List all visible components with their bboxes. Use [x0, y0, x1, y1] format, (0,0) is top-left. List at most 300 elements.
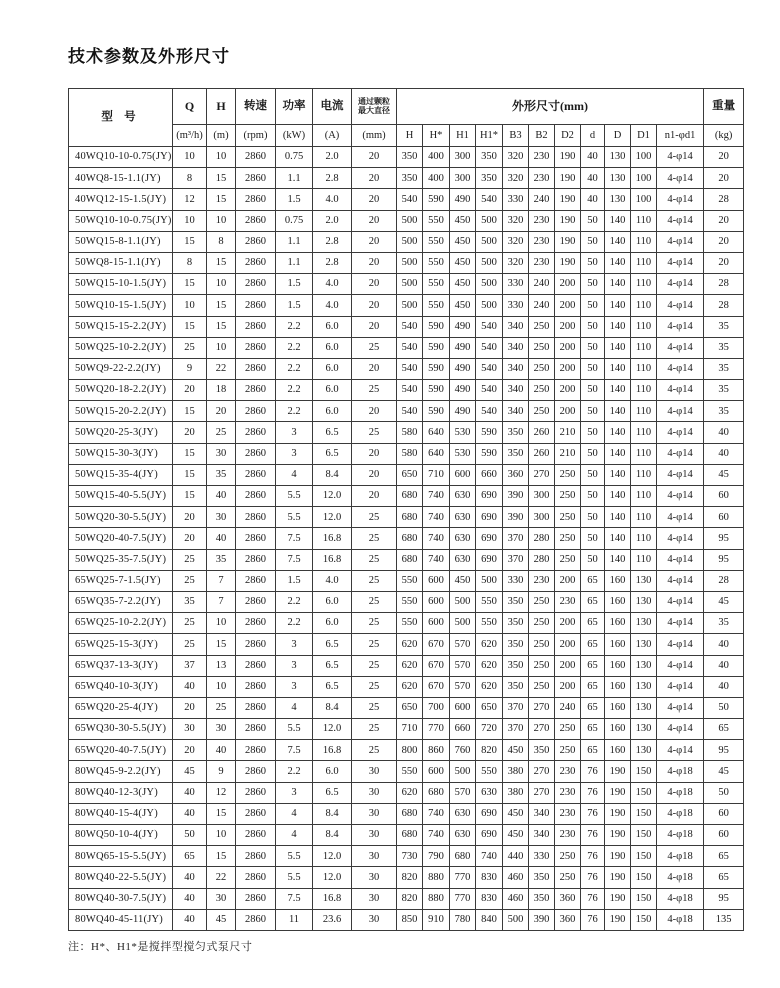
value-cell: 690 — [476, 549, 503, 570]
value-cell: 350 — [529, 867, 555, 888]
value-cell: 260 — [529, 422, 555, 443]
value-cell: 95 — [704, 888, 744, 909]
col-header-dimensions: 外形尺寸(mm) — [397, 89, 704, 125]
value-cell: 350 — [503, 634, 529, 655]
value-cell: 110 — [631, 422, 657, 443]
value-cell: 4-φ18 — [657, 867, 704, 888]
value-cell: 330 — [529, 846, 555, 867]
dim-col-Hstar: H* — [423, 125, 450, 147]
value-cell: 250 — [555, 464, 581, 485]
value-cell: 50 — [581, 486, 605, 507]
value-cell: 2.2 — [276, 613, 313, 634]
value-cell: 10 — [207, 613, 236, 634]
value-cell: 340 — [503, 401, 529, 422]
value-cell: 2860 — [236, 803, 276, 824]
value-cell: 580 — [397, 422, 423, 443]
value-cell: 15 — [173, 274, 207, 295]
value-cell: 450 — [450, 274, 476, 295]
value-cell: 20 — [704, 168, 744, 189]
value-cell: 2860 — [236, 655, 276, 676]
value-cell: 100 — [631, 147, 657, 168]
value-cell: 40 — [207, 486, 236, 507]
value-cell: 500 — [476, 295, 503, 316]
value-cell: 250 — [529, 676, 555, 697]
value-cell: 630 — [450, 486, 476, 507]
value-cell: 7 — [207, 591, 236, 612]
value-cell: 2860 — [236, 591, 276, 612]
value-cell: 50 — [581, 422, 605, 443]
value-cell: 620 — [397, 655, 423, 676]
value-cell: 37 — [173, 655, 207, 676]
value-cell: 65 — [704, 846, 744, 867]
value-cell: 6.5 — [313, 782, 352, 803]
model-cell: 80WQ45-9-2.2(JY) — [69, 761, 173, 782]
value-cell: 2860 — [236, 252, 276, 273]
value-cell: 6.0 — [313, 358, 352, 379]
value-cell: 230 — [529, 147, 555, 168]
value-cell: 710 — [397, 719, 423, 740]
table-row — [69, 295, 744, 316]
value-cell: 110 — [631, 337, 657, 358]
value-cell: 25 — [173, 570, 207, 591]
dim-col-D: D — [605, 125, 631, 147]
value-cell: 240 — [529, 274, 555, 295]
model-cell: 50WQ15-40-5.5(JY) — [69, 486, 173, 507]
value-cell: 500 — [476, 274, 503, 295]
value-cell: 4-φ14 — [657, 486, 704, 507]
value-cell: 350 — [503, 676, 529, 697]
value-cell: 2.2 — [276, 316, 313, 337]
value-cell: 65 — [581, 697, 605, 718]
value-cell: 6.0 — [313, 337, 352, 358]
value-cell: 9 — [173, 358, 207, 379]
value-cell: 230 — [555, 591, 581, 612]
value-cell: 640 — [423, 422, 450, 443]
value-cell: 540 — [476, 358, 503, 379]
value-cell: 2860 — [236, 676, 276, 697]
model-cell: 65WQ20-40-7.5(JY) — [69, 740, 173, 761]
value-cell: 300 — [529, 486, 555, 507]
value-cell: 15 — [173, 443, 207, 464]
value-cell: 440 — [503, 846, 529, 867]
value-cell: 350 — [397, 168, 423, 189]
value-cell: 65 — [581, 634, 605, 655]
value-cell: 650 — [476, 697, 503, 718]
col-header-particle — [352, 89, 397, 125]
value-cell: 20 — [352, 358, 397, 379]
value-cell: 50 — [704, 782, 744, 803]
value-cell: 45 — [704, 591, 744, 612]
value-cell: 25 — [352, 591, 397, 612]
value-cell: 2.2 — [276, 761, 313, 782]
table-row — [69, 337, 744, 358]
value-cell: 6.0 — [313, 380, 352, 401]
value-cell: 4-φ14 — [657, 697, 704, 718]
table-row — [69, 591, 744, 612]
value-cell: 150 — [631, 825, 657, 846]
value-cell: 15 — [207, 846, 236, 867]
value-cell: 4-φ14 — [657, 591, 704, 612]
value-cell: 320 — [503, 231, 529, 252]
value-cell: 4-φ18 — [657, 909, 704, 930]
value-cell: 590 — [476, 422, 503, 443]
model-cell: 50WQ10-10-0.75(JY) — [69, 210, 173, 231]
value-cell: 2860 — [236, 634, 276, 655]
value-cell: 360 — [555, 888, 581, 909]
value-cell: 910 — [423, 909, 450, 930]
value-cell: 2860 — [236, 549, 276, 570]
value-cell: 50 — [581, 549, 605, 570]
value-cell: 23.6 — [313, 909, 352, 930]
value-cell: 130 — [605, 189, 631, 210]
value-cell: 76 — [581, 825, 605, 846]
value-cell: 40 — [173, 909, 207, 930]
value-cell: 65 — [581, 591, 605, 612]
value-cell: 16.8 — [313, 740, 352, 761]
value-cell: 1.1 — [276, 252, 313, 273]
value-cell: 2.0 — [313, 210, 352, 231]
value-cell: 50 — [581, 231, 605, 252]
value-cell: 190 — [555, 147, 581, 168]
value-cell: 15 — [173, 464, 207, 485]
value-cell: 110 — [631, 295, 657, 316]
value-cell: 580 — [397, 443, 423, 464]
table-row — [69, 486, 744, 507]
value-cell: 65 — [704, 867, 744, 888]
value-cell: 4-φ14 — [657, 316, 704, 337]
value-cell: 60 — [704, 486, 744, 507]
value-cell: 130 — [631, 740, 657, 761]
value-cell: 45 — [704, 464, 744, 485]
value-cell: 190 — [555, 189, 581, 210]
value-cell: 800 — [397, 740, 423, 761]
value-cell: 2.2 — [276, 380, 313, 401]
value-cell: 240 — [529, 189, 555, 210]
value-cell: 11 — [276, 909, 313, 930]
value-cell: 550 — [423, 295, 450, 316]
value-cell: 500 — [397, 295, 423, 316]
value-cell: 10 — [207, 337, 236, 358]
table-row — [69, 422, 744, 443]
value-cell: 190 — [555, 252, 581, 273]
value-cell: 110 — [631, 358, 657, 379]
value-cell: 20 — [352, 189, 397, 210]
value-cell: 50 — [581, 464, 605, 485]
value-cell: 25 — [352, 676, 397, 697]
value-cell: 130 — [631, 634, 657, 655]
value-cell: 570 — [450, 676, 476, 697]
value-cell: 500 — [450, 613, 476, 634]
value-cell: 1.5 — [276, 570, 313, 591]
value-cell: 2.8 — [313, 168, 352, 189]
value-cell: 2.0 — [313, 147, 352, 168]
value-cell: 2860 — [236, 168, 276, 189]
value-cell: 6.0 — [313, 591, 352, 612]
value-cell: 150 — [631, 782, 657, 803]
col-header-q: Q — [173, 89, 207, 125]
value-cell: 4.0 — [313, 189, 352, 210]
value-cell: 140 — [605, 274, 631, 295]
value-cell: 540 — [476, 401, 503, 422]
value-cell: 20 — [173, 528, 207, 549]
value-cell: 270 — [529, 761, 555, 782]
value-cell: 30 — [207, 888, 236, 909]
value-cell: 230 — [555, 803, 581, 824]
value-cell: 620 — [476, 655, 503, 676]
value-cell: 250 — [529, 401, 555, 422]
value-cell: 150 — [631, 888, 657, 909]
value-cell: 590 — [423, 358, 450, 379]
value-cell: 4-φ18 — [657, 825, 704, 846]
model-cell: 80WQ40-30-7.5(JY) — [69, 888, 173, 909]
value-cell: 4 — [276, 697, 313, 718]
value-cell: 2860 — [236, 401, 276, 422]
value-cell: 730 — [397, 846, 423, 867]
value-cell: 28 — [704, 295, 744, 316]
value-cell: 650 — [397, 464, 423, 485]
value-cell: 680 — [397, 507, 423, 528]
value-cell: 190 — [555, 231, 581, 252]
footnote: 注：H*、H1*是搅拌型搅匀式泵尺寸 — [68, 940, 253, 953]
table-row — [69, 846, 744, 867]
value-cell: 4-φ18 — [657, 803, 704, 824]
value-cell: 590 — [423, 189, 450, 210]
model-cell: 50WQ20-25-3(JY) — [69, 422, 173, 443]
value-cell: 140 — [605, 464, 631, 485]
value-cell: 40 — [581, 168, 605, 189]
value-cell: 8.4 — [313, 803, 352, 824]
value-cell: 8 — [207, 231, 236, 252]
value-cell: 30 — [352, 867, 397, 888]
value-cell: 10 — [207, 825, 236, 846]
value-cell: 250 — [529, 358, 555, 379]
value-cell: 190 — [555, 168, 581, 189]
value-cell: 50 — [173, 825, 207, 846]
value-cell: 45 — [704, 761, 744, 782]
value-cell: 190 — [605, 846, 631, 867]
value-cell: 65 — [581, 676, 605, 697]
value-cell: 650 — [397, 697, 423, 718]
value-cell: 4-φ14 — [657, 295, 704, 316]
table-row — [69, 210, 744, 231]
value-cell: 76 — [581, 846, 605, 867]
value-cell: 340 — [503, 380, 529, 401]
value-cell: 130 — [631, 676, 657, 697]
value-cell: 50 — [581, 528, 605, 549]
value-cell: 850 — [397, 909, 423, 930]
particle-label-line2: 最大直径 — [358, 105, 390, 115]
value-cell: 450 — [450, 570, 476, 591]
value-cell: 370 — [503, 549, 529, 570]
value-cell: 100 — [631, 168, 657, 189]
value-cell: 770 — [450, 867, 476, 888]
value-cell: 40 — [704, 655, 744, 676]
value-cell: 35 — [173, 591, 207, 612]
value-cell: 680 — [397, 825, 423, 846]
value-cell: 350 — [476, 147, 503, 168]
value-cell: 380 — [503, 782, 529, 803]
value-cell: 20 — [352, 443, 397, 464]
value-cell: 35 — [704, 613, 744, 634]
value-cell: 30 — [352, 888, 397, 909]
value-cell: 250 — [555, 549, 581, 570]
value-cell: 250 — [555, 740, 581, 761]
value-cell: 700 — [423, 697, 450, 718]
value-cell: 250 — [555, 528, 581, 549]
value-cell: 720 — [476, 719, 503, 740]
value-cell: 550 — [397, 613, 423, 634]
table-row — [69, 252, 744, 273]
dim-col-D1: D1 — [631, 125, 657, 147]
value-cell: 540 — [476, 337, 503, 358]
value-cell: 110 — [631, 252, 657, 273]
value-cell: 2860 — [236, 486, 276, 507]
value-cell: 12.0 — [313, 507, 352, 528]
value-cell: 210 — [555, 443, 581, 464]
value-cell: 76 — [581, 803, 605, 824]
value-cell: 190 — [605, 761, 631, 782]
value-cell: 110 — [631, 210, 657, 231]
page-title: 技术参数及外形尺寸 — [68, 47, 230, 66]
value-cell: 550 — [397, 761, 423, 782]
value-cell: 2860 — [236, 782, 276, 803]
value-cell: 8.4 — [313, 825, 352, 846]
value-cell: 390 — [503, 507, 529, 528]
value-cell: 450 — [450, 252, 476, 273]
value-cell: 12.0 — [313, 486, 352, 507]
value-cell: 2860 — [236, 528, 276, 549]
value-cell: 270 — [529, 719, 555, 740]
value-cell: 12.0 — [313, 846, 352, 867]
value-cell: 200 — [555, 655, 581, 676]
value-cell: 40 — [704, 676, 744, 697]
value-cell: 110 — [631, 507, 657, 528]
model-cell: 40WQ12-15-1.5(JY) — [69, 189, 173, 210]
value-cell: 100 — [631, 189, 657, 210]
value-cell: 250 — [529, 613, 555, 634]
value-cell: 7 — [207, 570, 236, 591]
value-cell: 690 — [476, 507, 503, 528]
value-cell: 50 — [581, 274, 605, 295]
value-cell: 2860 — [236, 464, 276, 485]
unit-speed: (rpm) — [236, 125, 276, 147]
value-cell: 200 — [555, 676, 581, 697]
model-cell: 80WQ40-12-3(JY) — [69, 782, 173, 803]
table-row — [69, 549, 744, 570]
value-cell: 4-φ14 — [657, 422, 704, 443]
value-cell: 740 — [423, 507, 450, 528]
table-row — [69, 507, 744, 528]
value-cell: 15 — [173, 401, 207, 422]
value-cell: 250 — [555, 719, 581, 740]
value-cell: 540 — [397, 316, 423, 337]
value-cell: 30 — [352, 761, 397, 782]
unit-particle: (mm) — [352, 125, 397, 147]
value-cell: 76 — [581, 782, 605, 803]
value-cell: 40 — [207, 740, 236, 761]
value-cell: 200 — [555, 274, 581, 295]
value-cell: 65 — [704, 719, 744, 740]
value-cell: 250 — [555, 867, 581, 888]
spec-table — [68, 88, 744, 931]
value-cell: 20 — [352, 168, 397, 189]
value-cell: 500 — [476, 210, 503, 231]
value-cell: 270 — [529, 697, 555, 718]
value-cell: 540 — [476, 189, 503, 210]
value-cell: 140 — [605, 401, 631, 422]
col-header-model: 型 号 — [69, 89, 173, 147]
value-cell: 20 — [352, 316, 397, 337]
value-cell: 15 — [207, 295, 236, 316]
value-cell: 65 — [581, 570, 605, 591]
model-cell: 80WQ40-15-4(JY) — [69, 803, 173, 824]
value-cell: 140 — [605, 316, 631, 337]
value-cell: 6.5 — [313, 443, 352, 464]
value-cell: 2860 — [236, 189, 276, 210]
value-cell: 190 — [555, 210, 581, 231]
value-cell: 250 — [529, 316, 555, 337]
model-cell: 65WQ20-25-4(JY) — [69, 697, 173, 718]
value-cell: 4-φ14 — [657, 168, 704, 189]
value-cell: 330 — [503, 295, 529, 316]
value-cell: 50 — [581, 443, 605, 464]
value-cell: 330 — [503, 189, 529, 210]
value-cell: 620 — [397, 782, 423, 803]
value-cell: 150 — [631, 867, 657, 888]
value-cell: 150 — [631, 803, 657, 824]
value-cell: 3 — [276, 676, 313, 697]
value-cell: 590 — [423, 380, 450, 401]
value-cell: 25 — [352, 549, 397, 570]
value-cell: 25 — [207, 697, 236, 718]
value-cell: 50 — [581, 252, 605, 273]
value-cell: 40 — [173, 676, 207, 697]
value-cell: 210 — [555, 422, 581, 443]
value-cell: 250 — [529, 634, 555, 655]
value-cell: 4-φ14 — [657, 613, 704, 634]
value-cell: 4-φ14 — [657, 570, 704, 591]
value-cell: 20 — [352, 295, 397, 316]
value-cell: 28 — [704, 274, 744, 295]
value-cell: 2860 — [236, 888, 276, 909]
value-cell: 390 — [529, 909, 555, 930]
value-cell: 4-φ14 — [657, 401, 704, 422]
value-cell: 280 — [529, 528, 555, 549]
value-cell: 200 — [555, 316, 581, 337]
value-cell: 20 — [173, 507, 207, 528]
value-cell: 4-φ14 — [657, 231, 704, 252]
value-cell: 130 — [631, 719, 657, 740]
value-cell: 680 — [397, 549, 423, 570]
value-cell: 8 — [173, 168, 207, 189]
table-row — [69, 634, 744, 655]
value-cell: 160 — [605, 634, 631, 655]
model-cell: 50WQ20-30-5.5(JY) — [69, 507, 173, 528]
value-cell: 1.1 — [276, 231, 313, 252]
value-cell: 500 — [503, 909, 529, 930]
value-cell: 490 — [450, 380, 476, 401]
value-cell: 135 — [704, 909, 744, 930]
value-cell: 200 — [555, 337, 581, 358]
model-cell: 50WQ15-10-1.5(JY) — [69, 274, 173, 295]
value-cell: 4-φ14 — [657, 443, 704, 464]
model-cell: 50WQ15-35-4(JY) — [69, 464, 173, 485]
value-cell: 600 — [450, 697, 476, 718]
value-cell: 830 — [476, 888, 503, 909]
value-cell: 500 — [397, 274, 423, 295]
value-cell: 16.8 — [313, 549, 352, 570]
value-cell: 110 — [631, 528, 657, 549]
